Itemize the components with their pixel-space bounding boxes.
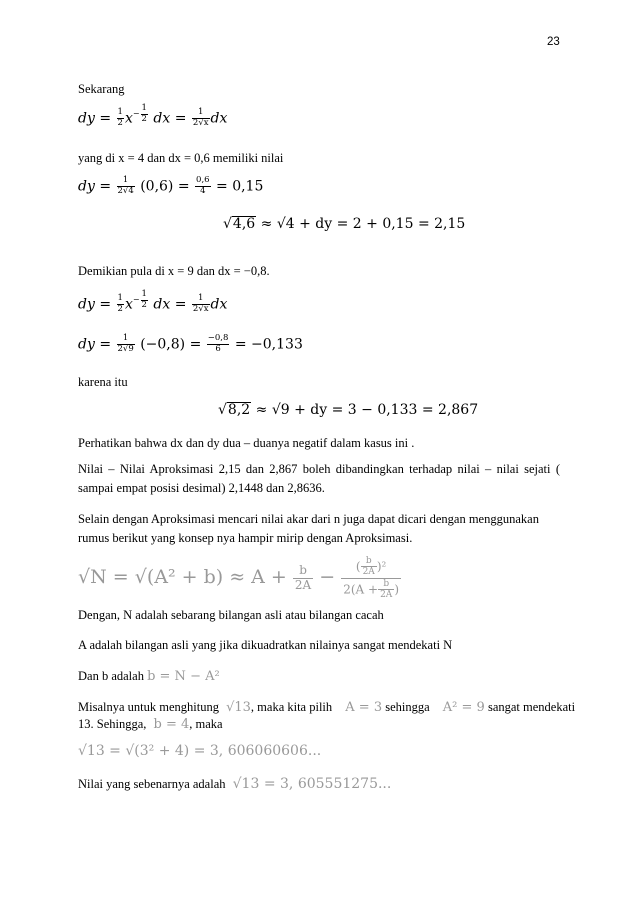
approximation-line: √13 = √(3² + 4) = 3, 606060606... — [78, 743, 322, 759]
line-yang: yang di x = 4 dan dx = 0,6 memiliki nilai — [78, 151, 284, 165]
nilai-paragraph: Nilai – Nilai Aproksimasi 2,15 dan 2,867 boleh dibandingkan terhadap nilai – nilai sejati ( sampai empat posisi desimal) 2,1448 dan 2,8636. — [78, 462, 560, 495]
dengan-text: Dengan, N adalah sebarang bilangan asli atau bilangan cacah — [78, 608, 384, 622]
misalnya-line-1: Misalnya untuk menghitung √13, maka kita pilih A = 3 sehingga A² = 9 sangat mendekati — [78, 700, 576, 715]
karena-text: karena itu — [78, 375, 128, 389]
selain-paragraph: Selain dengan Aproksimasi mencari nilai akar dari n juga dapat dicari dengan menggunakan rumus berikut yang konsep nya hampir mirip dengan Aproksimasi. — [78, 512, 539, 545]
b-formula: b = N − A² — [147, 669, 220, 684]
intro-text: Sekarang — [78, 82, 125, 96]
equation-sqrt-82: √8,2 ≈ √9 + dy = 3 − 0,133 = 2,867 — [218, 402, 479, 418]
dan-b-line: Dan b adalah b = N − A² — [78, 669, 220, 684]
sqrt-approx-formula: √N = √(A² + b) ≈ A + $\frac{b}{2A}$ − ( $\frac{b}{2A}$ )² 2(A + $\frac{b}{2A}$ ) — [78, 556, 399, 601]
equation-dy-1: dy = $\frac{1}{2√4}$ (0,6) = $\frac{0,6}{4}$ = 0,15 — [78, 175, 264, 196]
equation-dy-2: dy = $\frac{1}{2√9}$ (−0,8) = $\frac{-0,8}{6}$ = −0,133 — [78, 333, 303, 354]
demikian-text: Demikian pula di x = 9 dan dx = −0,8. — [78, 264, 270, 278]
equation-sqrt-46: √4,6 ≈ √4 + dy = 2 + 0,15 = 2,15 — [223, 216, 466, 232]
misalnya-line-2: 13. Sehingga, b = 4, maka — [78, 717, 223, 732]
nilai-sebenarnya-line: Nilai yang sebenarnya adalah √13 = 3, 605551275... — [78, 776, 392, 792]
equation-derivative-2: dy = $\frac{1}{2}$ $x^{- \frac{1}{2}}$ dx = $\frac{1}{2√x}$ dx — [78, 289, 228, 314]
equation-derivative-1: dy = $\frac{1}{2}$ $x^{- \frac{1}{2}}$ dx = $\frac{1}{2√x}$ dx — [78, 103, 228, 128]
perhatikan-text: Perhatikan bahwa dx dan dy dua – duanya negatif dalam kasus ini . — [78, 436, 415, 450]
a-adalah-text: A adalah bilangan asli yang jika dikuadratkan nilainya sangat mendekati N — [78, 638, 453, 652]
page-number: 23 — [547, 36, 560, 48]
